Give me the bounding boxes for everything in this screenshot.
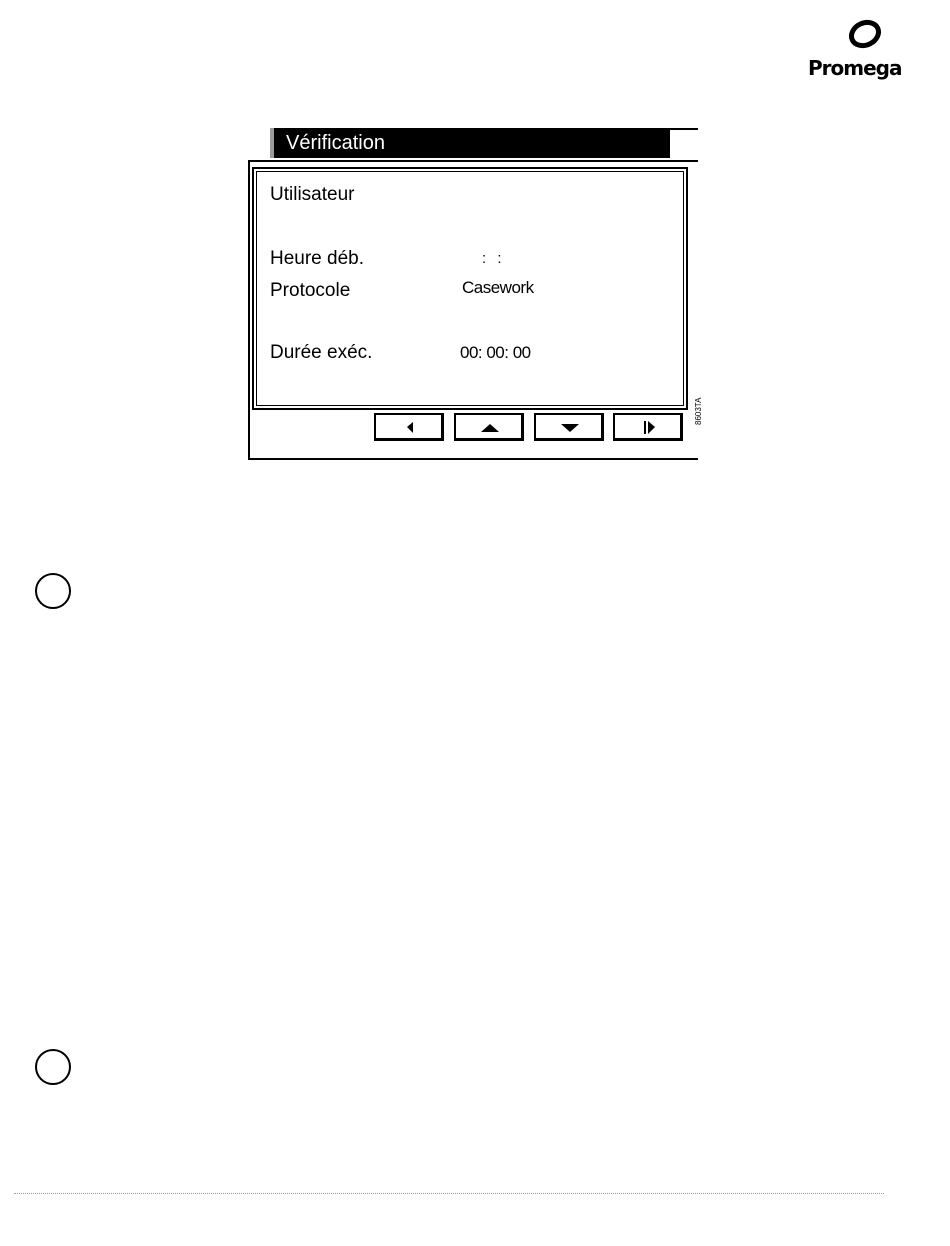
field-label-start-time: Heure déb. [270,248,365,269]
field-label-user: Utilisateur [270,184,355,205]
screen-title: Vérification [286,132,385,154]
triangle-left-icon [376,415,446,443]
field-value-start-time: : : [482,250,502,267]
brand-name: Promega [808,56,902,80]
nav-left-button[interactable] [374,413,444,441]
triangle-down-icon [536,415,606,443]
field-value-protocol: Casework [462,278,534,297]
promega-logo-icon [845,16,885,50]
field-label-protocol: Protocole [270,280,351,301]
screen-title-bar [270,128,668,158]
footer-divider [14,1193,884,1194]
triangle-right-bar-icon [615,415,685,443]
field-label-run-duration: Durée exéc. [270,342,373,363]
circle-icon [35,573,71,609]
triangle-up-icon [456,415,526,443]
nav-next-button[interactable] [613,413,683,441]
field-value-run-duration: 00: 00: 00 [460,343,531,362]
figure-code: 8603TA [694,397,703,425]
nav-down-button[interactable] [534,413,604,441]
circle-icon [35,1049,71,1085]
nav-up-button[interactable] [454,413,524,441]
title-bar-tab [668,128,698,158]
